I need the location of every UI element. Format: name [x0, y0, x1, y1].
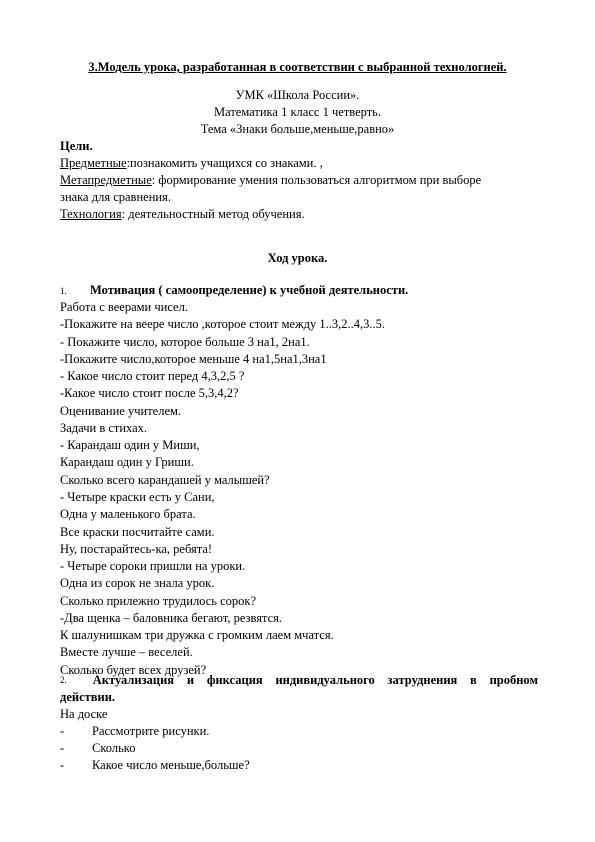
- body-line: Карандаш один у Гриши.: [60, 455, 194, 470]
- subject-line: Математика 1 класс 1 четверть.: [214, 105, 381, 119]
- section-1-title: Мотивация ( самоопределение) к учебной деятельности.: [90, 283, 409, 297]
- goal-meta-text: : формирование умения пользоваться алгоритмом при выборе: [151, 173, 482, 187]
- body-line: Одна у маленького брата.: [60, 507, 196, 522]
- lesson-heading: Ход урока.: [267, 251, 328, 265]
- section-2-word: в: [470, 673, 477, 687]
- section-2-word: затруднения: [387, 673, 458, 687]
- board-item-text: Рассмотрите рисунки.: [92, 724, 210, 738]
- body-line: Работа с веерами чисел.: [60, 300, 188, 314]
- goal-meta: [60, 173, 481, 189]
- goal-subject: [60, 156, 323, 172]
- body-line: - Четыре краски есть у Сани,: [60, 490, 215, 504]
- section-1-heading: [60, 283, 408, 299]
- board-item-text: Сколько: [92, 741, 136, 755]
- section-2-word: Актуализация: [92, 673, 175, 687]
- board-item: [60, 758, 250, 774]
- body-line: Оценивание учителем.: [60, 403, 182, 418]
- list-marker: -: [60, 741, 65, 755]
- body-line: Ну, постарайтесь-ка, ребята!: [60, 541, 213, 556]
- body-line: - Покажите число, которое больше 3 на1, 2на1.: [60, 334, 310, 349]
- section-2-word: и: [186, 673, 195, 687]
- body-line: Сколько всего карандашей у малышей?: [60, 472, 270, 487]
- body-line: -Два щенка – баловника бегают, резвятся.: [60, 610, 283, 625]
- body-line: Сколько прилежно трудилось сорок?: [60, 593, 257, 608]
- goal-subject-label: Предметные: [60, 156, 127, 170]
- section-2-word: фиксация: [206, 673, 263, 687]
- body-line: Задачи в стихах.: [60, 420, 148, 435]
- section-2-word: индивидуального: [275, 673, 375, 687]
- list-marker: -: [60, 724, 65, 738]
- section-1-number: 1.: [60, 286, 67, 296]
- section-2-heading-continued: действии.: [60, 690, 116, 704]
- topic-line: Тема «Знаки больше,меньше,равно»: [200, 122, 395, 136]
- body-line: Сколько будет всех друзей?: [60, 662, 207, 677]
- board-label: На доске: [60, 707, 108, 721]
- body-line: - Четыре сороки пришли на уроки.: [60, 559, 246, 573]
- board-item: [60, 724, 209, 740]
- body-line: -Покажите на веере число ,которое стоит между 1..3,2..4,3..5.: [60, 317, 386, 332]
- board-item-text: Какое число меньше,больше?: [92, 758, 250, 772]
- body-line: Одна из сорок не знала урок.: [60, 576, 215, 591]
- body-line: Все краски посчитайте сами.: [60, 524, 215, 539]
- body-line: -Какое число стоит после 5,3,4,2?: [60, 386, 239, 401]
- body-line: - Карандаш один у Миши,: [60, 438, 200, 453]
- body-line: Вместе лучше – веселей.: [60, 645, 193, 660]
- goal-technology: [60, 207, 305, 223]
- section-2-heading: [60, 673, 538, 689]
- body-line: - Какое число стоит перед 4,3,2,5 ?: [60, 369, 245, 384]
- body-line: -Покажите число,которое меньше 4 на1,5на1,3на1: [60, 351, 327, 366]
- goal-tech-text: : деятельностный метод обучения.: [121, 207, 305, 221]
- list-marker: -: [60, 758, 65, 772]
- goal-meta-label: Метапредметные: [60, 173, 152, 187]
- section-2-number: 2.: [60, 675, 67, 685]
- board-item: [60, 741, 136, 757]
- goals-heading: Цели.: [60, 139, 93, 153]
- section-2-word: пробном: [489, 673, 538, 687]
- umk-line: УМК «Школа России».: [235, 88, 360, 102]
- body-line: К шалунишкам три дружка с громким лаем мчатся.: [60, 628, 334, 643]
- goal-tech-label: Технология: [60, 207, 122, 221]
- goal-meta-continued: знака для сравнения.: [60, 190, 171, 204]
- document-title: 3.Модель урока, разработанная в соответствии с выбранной технологией.: [88, 60, 507, 74]
- goal-subject-text: :познакомить учащихся со знаками. ,: [126, 156, 323, 170]
